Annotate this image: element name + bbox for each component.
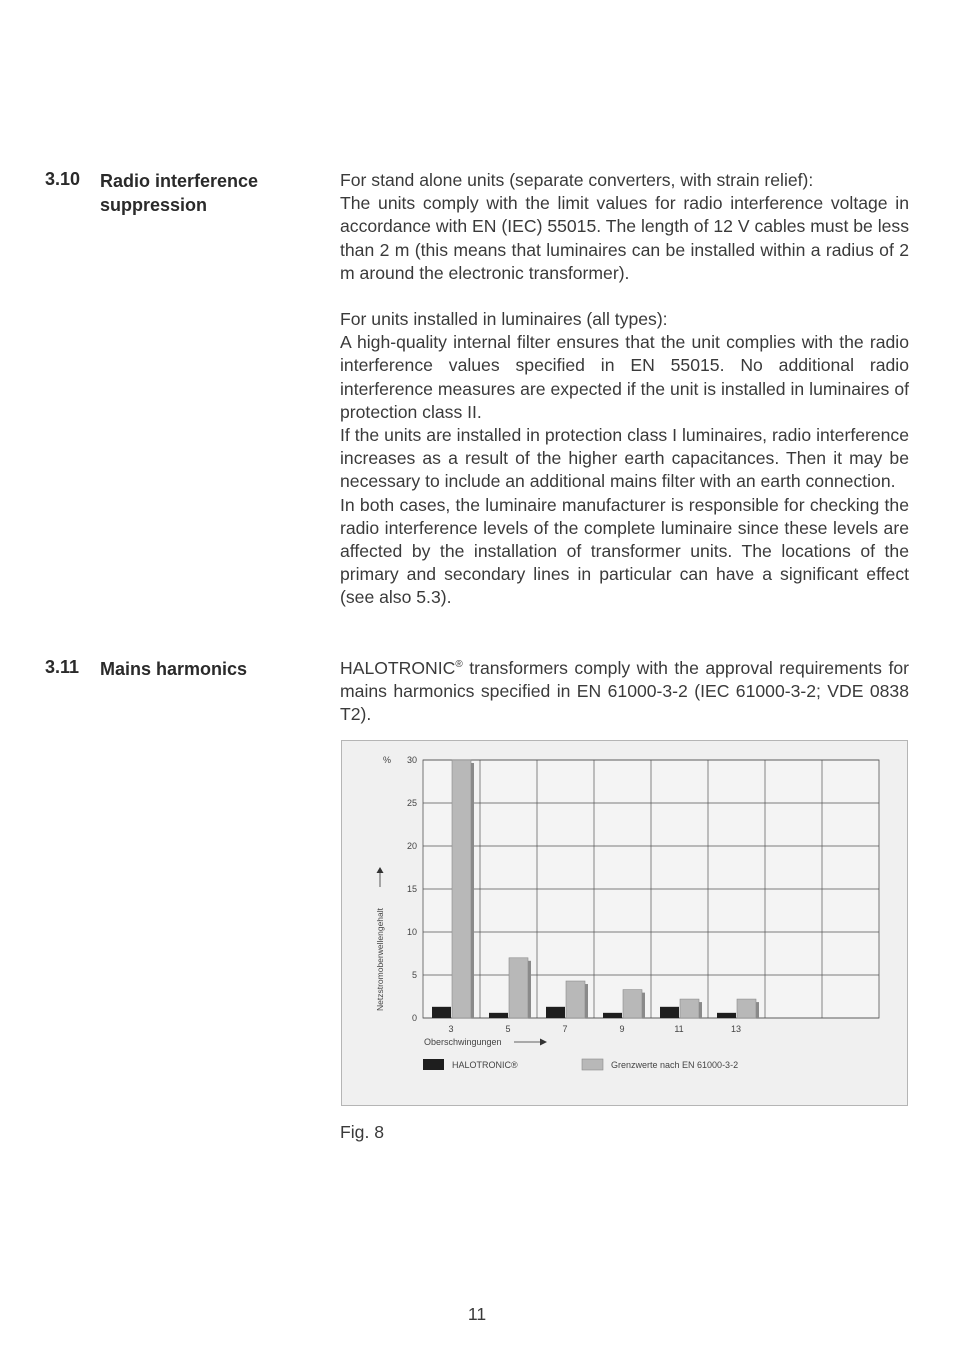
legend-swatch-halotronic [423,1059,444,1070]
figure-caption: Fig. 8 [340,1122,385,1142]
y-tick-label: 10 [406,927,417,937]
y-tick-label: 5 [411,970,417,980]
x-tick-label: 13 [730,1024,742,1034]
bar-limit [509,958,528,1018]
y-tick-label: 20 [406,841,417,851]
y-tick-label: 25 [406,798,417,808]
paragraph: If the units are installed in protection class I luminaires, radio interference increases as a result of the higher earth capacitances. Then it may be necessary to include an additional mains filter with an earth connection. [340,425,909,492]
section-title: Radio interference suppression [100,171,259,215]
y-axis-arrowhead [377,867,384,873]
page-number: 11 [467,1304,487,1324]
x-tick-label: 9 [619,1024,625,1034]
paragraph: A high-quality internal filter ensures that the unit complies with the radio interference values specified in EN 55015. No additional radio interference measures are expected if the unit is installed in luminaires of protection class II. [340,332,909,422]
x-axis-label: Oberschwingungen [424,1037,502,1047]
y-unit-label: % [383,755,392,765]
x-tick-label: 11 [674,1024,684,1034]
legend-label-limit: Grenzwerte nach EN 61000-3-2 [611,1060,739,1070]
section-number: 3.11 [45,657,80,677]
bar-halotronic [432,1007,451,1018]
chart-svg [342,741,907,1105]
x-axis-arrowhead [540,1039,547,1046]
paragraph: The units comply with the limit values for radio interference voltage in accordance with EN (IEC) 55015. The length of 12 V cables must be less than 2 m (this means that luminaires can be installed within a radius of 2 m around the electronic transformer). [340,193,909,283]
legend-label-halotronic: HALOTRONIC® [452,1060,518,1070]
brand-name: HALOTRONIC [340,658,456,678]
legend-swatch-limit [582,1059,603,1070]
section-body [340,169,909,610]
bar-limit [452,760,471,1018]
bar-halotronic [546,1007,565,1018]
bar-halotronic [717,1013,736,1018]
bar-limit [623,990,642,1018]
y-tick-label: 30 [406,755,417,765]
registered-mark: ® [455,659,463,671]
paragraph: For stand alone units (separate converters, with strain relief): [340,170,814,190]
section-title: Mains harmonics [100,659,248,679]
x-tick-label: 5 [505,1024,511,1034]
bar-halotronic [660,1007,679,1018]
bar-halotronic [603,1013,622,1018]
section-number: 3.10 [45,169,81,189]
bar-limit [566,981,585,1018]
x-tick-label: 7 [562,1024,568,1034]
section-body [340,657,909,727]
paragraph-text: transformers comply with the approval requirements for mains harmonics specified in EN 61000-3-2 (IEC 61000-3-2; VDE 0838 T2). [340,658,909,725]
y-axis-label: Netzstromoberwellengehalt [375,908,385,1011]
y-tick-label: 15 [406,884,417,894]
bar-halotronic [489,1013,508,1018]
paragraph: In both cases, the luminaire manufacturer is responsible for checking the radio interference levels of the complete luminaire since these levels are affected by the installation of transformer units. The locations of the primary and secondary lines in particular can have a significant effect (see also 5.3). [340,494,909,608]
y-tick-label: 0 [411,1013,417,1023]
bar-limit [737,999,756,1018]
harmonics-chart [341,740,908,1106]
paragraph [340,657,909,727]
bar-limit [680,999,699,1018]
x-tick-label: 3 [448,1024,454,1034]
paragraph: For units installed in luminaires (all types): [340,309,668,330]
